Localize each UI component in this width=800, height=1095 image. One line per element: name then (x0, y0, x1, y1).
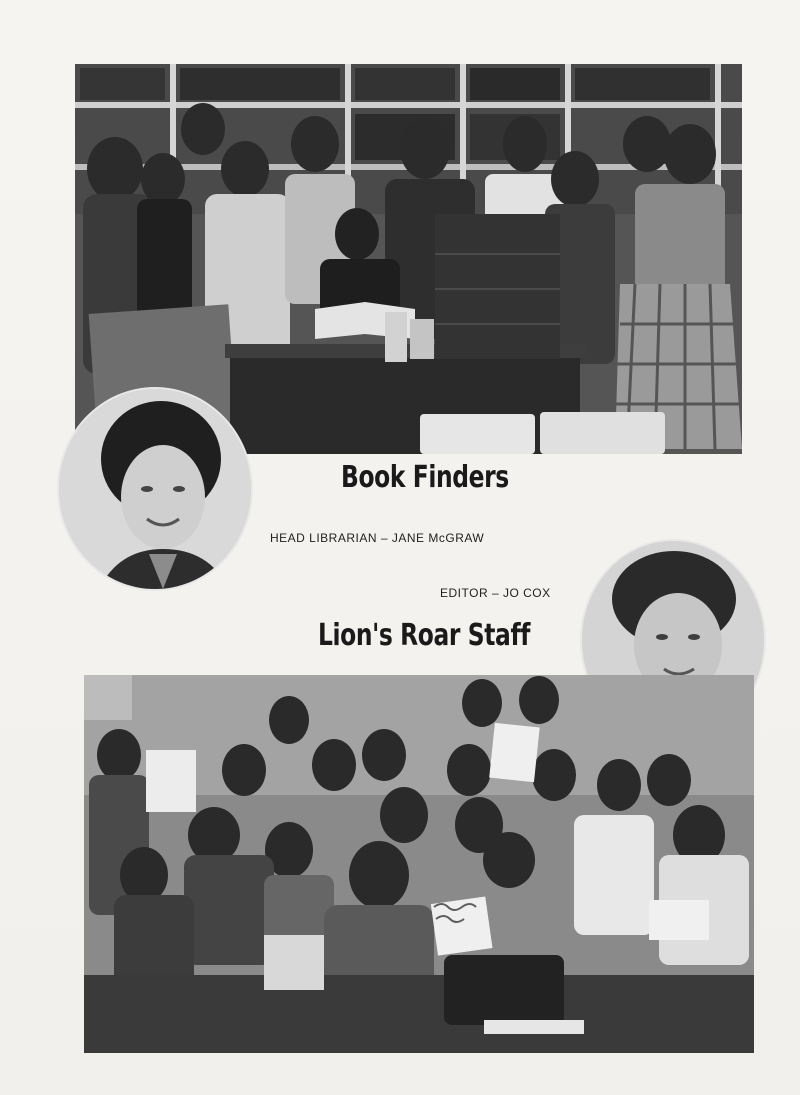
section-title-book-finders: Book Finders (341, 460, 509, 495)
head-librarian-portrait (57, 387, 253, 591)
head-librarian-caption: HEAD LIBRARIAN – JANE McGRAW (270, 531, 485, 545)
section-title-lions-roar-staff: Lion's Roar Staff (318, 618, 531, 653)
editor-caption: EDITOR – JO COX (440, 586, 551, 600)
newspaper-staff-group-photo (84, 675, 754, 1053)
